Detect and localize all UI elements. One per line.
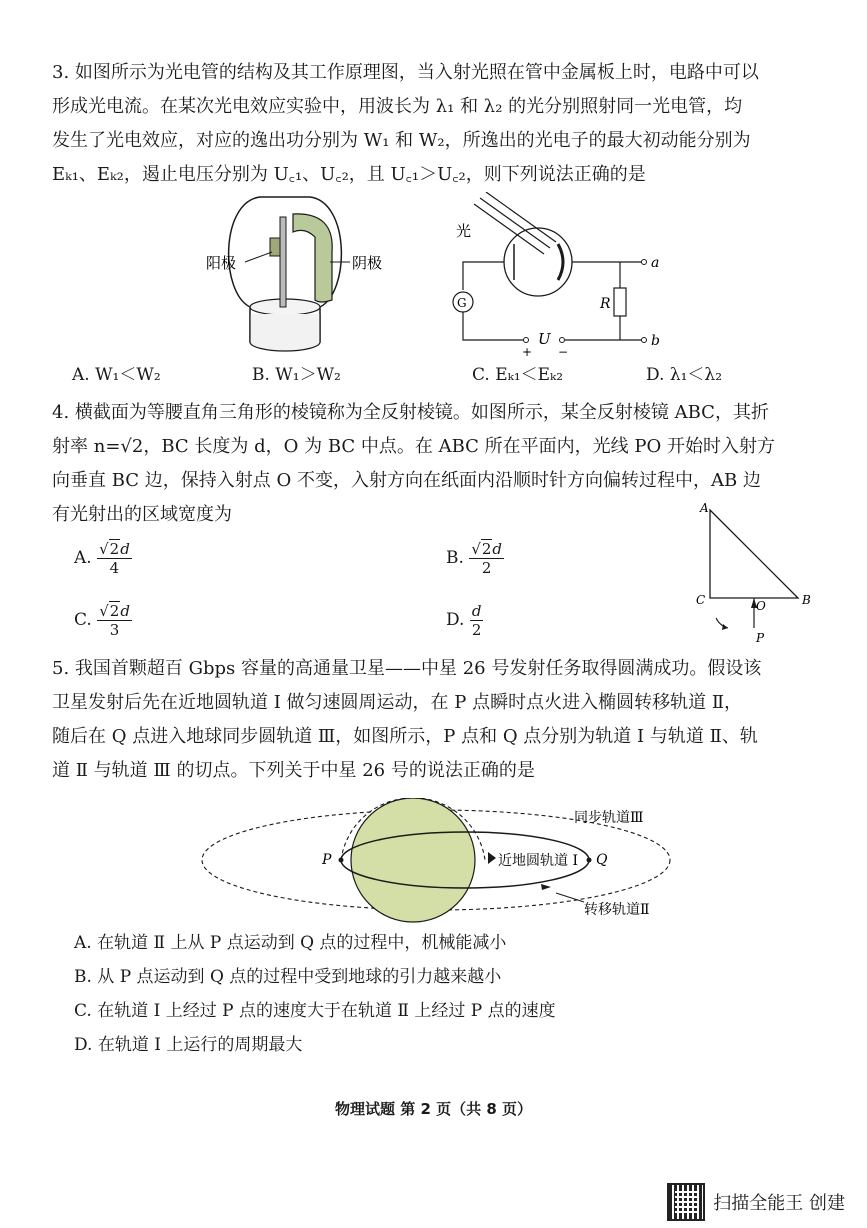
q5-line: 道 Ⅱ 与轨道 Ⅲ 的切点。下列关于中星 26 号的说法正确的是 — [52, 760, 535, 781]
q4-line: 射率 n=√2，BC 长度为 d，O 为 BC 中点。在 ABC 所在平面内，光线 PO 开始时入射方 — [52, 436, 775, 457]
q5-options — [74, 926, 844, 1062]
q4-line: 向垂直 BC 边，保持入射点 O 不变，入射方向在纸面内沿顺时针方向偏转过程中，AB 边 — [52, 470, 761, 491]
vertex-c: C — [696, 593, 706, 607]
light-label: 光 — [456, 222, 472, 240]
anode-label: 阳极 — [206, 254, 237, 272]
q3-line: 3. 如图所示为光电管的结构及其工作原理图，当入射光照在管中金属板上时，电路中可以 — [52, 62, 759, 83]
fraction: $\frac{√2d}{3}$ — [99, 602, 130, 639]
vertex-a: A — [700, 501, 709, 515]
point-o: O — [756, 599, 766, 613]
option-label: D. — [446, 610, 465, 630]
fraction: $\frac{√2d}{2}$ — [471, 540, 503, 577]
galvanometer-label: G — [457, 296, 467, 310]
q4-option-d[interactable] — [446, 602, 483, 639]
prism-figure — [690, 498, 830, 648]
q5-line: 随后在 Q 点进入地球同步圆轨道 Ⅲ，如图所示，P 点和 Q 点分别为轨道 Ⅰ 与轨道 Ⅱ、轨 — [52, 726, 758, 747]
option-label: C. — [74, 610, 92, 630]
resistor-label: R — [600, 296, 611, 312]
voltage-label: U — [538, 330, 551, 348]
fraction: $\frac{d}{2}$ — [471, 602, 482, 639]
orbit-figure — [196, 798, 676, 928]
phototube-figure — [200, 192, 410, 362]
q4-option-c[interactable] — [74, 602, 132, 639]
terminal-b: b — [651, 333, 660, 349]
q5-option-d[interactable]: D. 在轨道 Ⅰ 上运行的周期最大 — [74, 1035, 303, 1055]
q4-option-a[interactable] — [74, 540, 132, 577]
plus-sign: + — [522, 345, 533, 357]
earth — [351, 798, 475, 922]
q3-option-b[interactable]: B. W₁＞W₂ — [252, 365, 341, 385]
question-3-stem — [52, 56, 822, 192]
qr-code-icon — [667, 1183, 705, 1221]
scanner-watermark — [667, 1183, 845, 1221]
q3-line: Eₖ₁、Eₖ₂，遏止电压分别为 U꜀₁、U꜀₂，且 U꜀₁＞U꜀₂，则下列说法正确的是 — [52, 164, 646, 185]
question-5-stem — [52, 652, 822, 788]
q4-line: 4. 横截面为等腰直角三角形的棱镜称为全反射棱镜。如图所示，某全反射棱镜 ABC，其折 — [52, 402, 769, 423]
q4-options — [74, 540, 634, 650]
orbit-3-label: 同步轨道Ⅲ — [574, 810, 644, 826]
q3-option-d[interactable]: D. λ₁＜λ₂ — [646, 365, 723, 385]
watermark-text: 扫描全能王 创建 — [713, 1193, 845, 1214]
q3-line: 形成光电流。在某次光电效应实验中，用波长为 λ₁ 和 λ₂ 的光分别照射同一光电管，均 — [52, 96, 743, 117]
q5-option-b[interactable]: B. 从 P 点运动到 Q 点的过程中受到地球的引力越来越小 — [74, 967, 502, 987]
fraction: $\frac{√2d}{4}$ — [99, 540, 130, 577]
orbit-1-label: 近地圆轨道 Ⅰ — [498, 853, 578, 869]
cathode-label: 阴极 — [352, 254, 383, 272]
point-q-label: Q — [596, 852, 608, 868]
q3-option-c[interactable]: C. Eₖ₁＜Eₖ₂ — [472, 365, 564, 385]
orbit-2-label: 转移轨道Ⅱ — [584, 902, 650, 918]
q3-option-a[interactable]: A. W₁＜W₂ — [72, 365, 161, 385]
q3-line: 发生了光电效应，对应的逸出功分别为 W₁ 和 W₂，所逸出的光电子的最大初动能分别为 — [52, 130, 751, 151]
point-p: P — [756, 631, 765, 645]
terminal-a: a — [651, 255, 660, 271]
q5-option-c[interactable]: C. 在轨道 Ⅰ 上经过 P 点的速度大于在轨道 Ⅱ 上经过 P 点的速度 — [74, 1001, 556, 1021]
q5-line: 卫星发射后先在近地圆轨道 Ⅰ 做匀速圆周运动，在 P 点瞬时点火进入椭圆转移轨道 Ⅱ， — [52, 692, 743, 713]
q5-line: 5. 我国首颗超百 Gbps 容量的高通量卫星——中星 26 号发射任务取得圆满成功。假设该 — [52, 658, 762, 679]
q4-option-b[interactable] — [446, 540, 504, 577]
vertex-b: B — [802, 593, 811, 607]
photo-circuit-figure — [448, 192, 668, 357]
q4-line: 有光射出的区域宽度为 — [52, 504, 232, 525]
q5-option-a[interactable]: A. 在轨道 Ⅱ 上从 P 点运动到 Q 点的过程中，机械能减小 — [74, 933, 507, 953]
option-label: B. — [446, 548, 464, 568]
page-footer: 物理试题 第 2 页（共 8 页） — [335, 1100, 532, 1118]
option-label: A. — [74, 548, 92, 568]
point-p-label: P — [322, 852, 332, 868]
minus-sign: − — [558, 345, 569, 357]
